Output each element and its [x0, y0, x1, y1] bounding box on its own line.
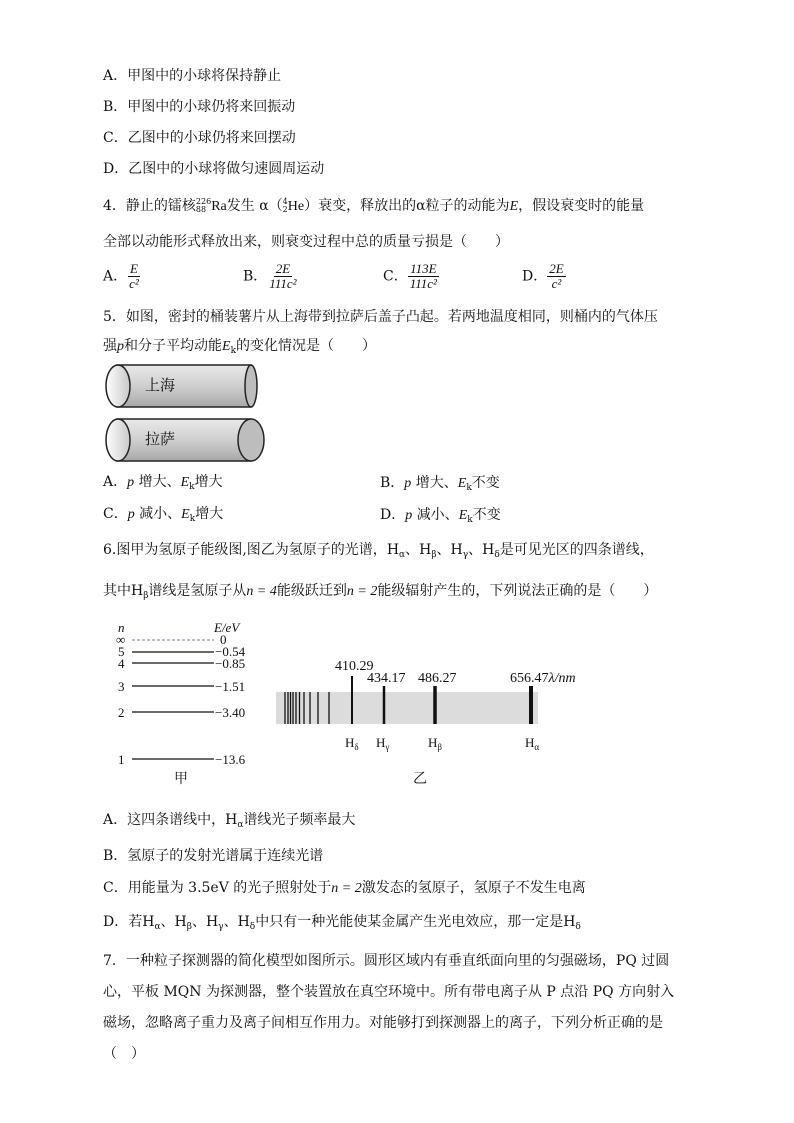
- can-label-shanghai: 上海: [145, 376, 176, 394]
- q4-option-c: C． $\frac{113E}{\text{111c²}}$: [383, 261, 437, 291]
- level-4-e: −0.85: [215, 656, 246, 671]
- level-3-n: 3: [118, 679, 125, 694]
- label-h-beta: $H_\beta$: [428, 735, 442, 752]
- level-4-n: 4: [118, 656, 125, 671]
- lhasa-can: [106, 419, 264, 461]
- level-1-e: −13.6: [215, 752, 246, 767]
- q5-stem-line2: 强p和分子平均动能$E_k$的变化情况是（ ）: [103, 338, 377, 356]
- q5-option-d: D．p 减小、$E_k$不变: [380, 507, 501, 525]
- level-2-e: −3.40: [215, 705, 246, 720]
- label-h-gamma: $H_\gamma$: [376, 735, 390, 752]
- energy-axis-label: E/eV: [214, 620, 240, 635]
- label-h-alpha: $H_\alpha$: [525, 735, 540, 752]
- q5-option-a: A．p 增大、$E_k$增大: [103, 474, 223, 492]
- q3-option-b: B．甲图中的小球仍将来回振动: [103, 99, 296, 115]
- wavelength-h-delta: 410.29: [335, 659, 374, 674]
- shanghai-can: [106, 365, 257, 407]
- q6-option-a: A．这四条谱线中，$H_\alpha$谱线光子频率最大: [103, 812, 356, 830]
- hydrogen-spectrum: [272, 676, 542, 736]
- wavelength-h-alpha: 656.47λ/nm: [510, 671, 576, 686]
- q6-option-b: B．氢原子的发射光谱属于连续光谱: [103, 848, 324, 864]
- q4-stem-line2: 全部以动能形式释放出来，则衰变过程中总的质量亏损是（ ）: [103, 234, 509, 250]
- q4-option-a: A． $\frac{E}{\text{c²}}$: [103, 261, 139, 291]
- q5-option-b: B．p 增大、$E_k$不变: [380, 475, 500, 493]
- level-5-e: −0.54: [215, 644, 246, 659]
- level-2-n: 2: [118, 705, 125, 720]
- q6-stem-line1: 6.图甲为氢原子能级图,图乙为氢原子的光谱，$H_\alpha$、$H_\beta$、$H_\gamma$、$H_\delta$是可见光区的四条谱线，: [103, 542, 654, 560]
- q5-stem-line1: 5．如图，密封的桶装薯片从上海带到拉萨后盖子凸起。若两地温度相同，则桶内的气体压: [103, 309, 658, 325]
- q4-option-b: B． $\frac{2E}{\text{111c²}}$: [243, 261, 297, 291]
- n-axis-label: n: [118, 620, 125, 635]
- level-1-n: 1: [118, 752, 125, 767]
- label-h-delta: $H_\delta$: [345, 735, 359, 752]
- q3-option-c: C．乙图中的小球仍将来回摆动: [103, 130, 296, 146]
- chip-cans-figure: [104, 363, 270, 467]
- q7-stem-line4: （ ）: [103, 1046, 145, 1062]
- wavelength-h-beta: 486.27: [418, 671, 457, 686]
- q7-stem-line3: 磁场，忽略离子重力及离子间相互作用力。对能够打到探测器上的离子，下列分析正确的是: [103, 1015, 663, 1031]
- q6-option-c: C．用能量为 3.5eV 的光子照射处于n = 2激发态的氢原子，氢原子不发生电离: [103, 880, 586, 896]
- level-inf-n: ∞: [116, 632, 126, 647]
- q3-option-d: D．乙图中的小球将做匀速圆周运动: [103, 161, 325, 177]
- level-inf-e: 0: [220, 632, 227, 647]
- q4-option-d: D． $\frac{2E}{\text{c²}}$: [522, 261, 564, 291]
- level-5-n: 5: [118, 644, 125, 659]
- energy-level-diagram: [112, 617, 272, 787]
- wavelength-h-gamma: 434.17: [367, 671, 406, 686]
- q7-stem-line2: 心，平板 MQN 为探测器，整个装置放在真空环境中。所有带电离子从 P 点沿 PQ 方向射入: [103, 984, 675, 1000]
- q5-option-c: C．p 减小、$E_k$增大: [103, 506, 224, 524]
- level-3-e: −1.51: [215, 679, 246, 694]
- q4-stem-line1: 4．静止的镭核 226 88 Ra发生 α（ 4 2 He）衰变，释放出的α粒子的动能为E，假设衰变时的能量: [103, 197, 645, 214]
- spectrum-band: [276, 692, 538, 724]
- q3-option-a: A．甲图中的小球将保持静止: [103, 68, 282, 84]
- q6-stem-line2: 其中$H_\beta$谱线是氢原子从n = 4能级跃迁到n = 2能级辐射产生的，下列说法正确的是（ ）: [103, 583, 658, 601]
- figure-jia-label: 甲: [174, 771, 188, 787]
- figure-yi-label: 乙: [413, 771, 427, 787]
- q6-option-d: D．若$H_\alpha$、$H_\beta$、$H_\gamma$、$H_\delta$中只有一种光能使某金属产生光电效应，那一定是$H_\delta$: [103, 914, 581, 932]
- can-label-lhasa: 拉萨: [145, 430, 176, 448]
- q7-stem-line1: 7．一种粒子探测器的简化模型如图所示。圆形区域内有垂直纸面向里的匀强磁场，PQ 过圆: [103, 953, 670, 969]
